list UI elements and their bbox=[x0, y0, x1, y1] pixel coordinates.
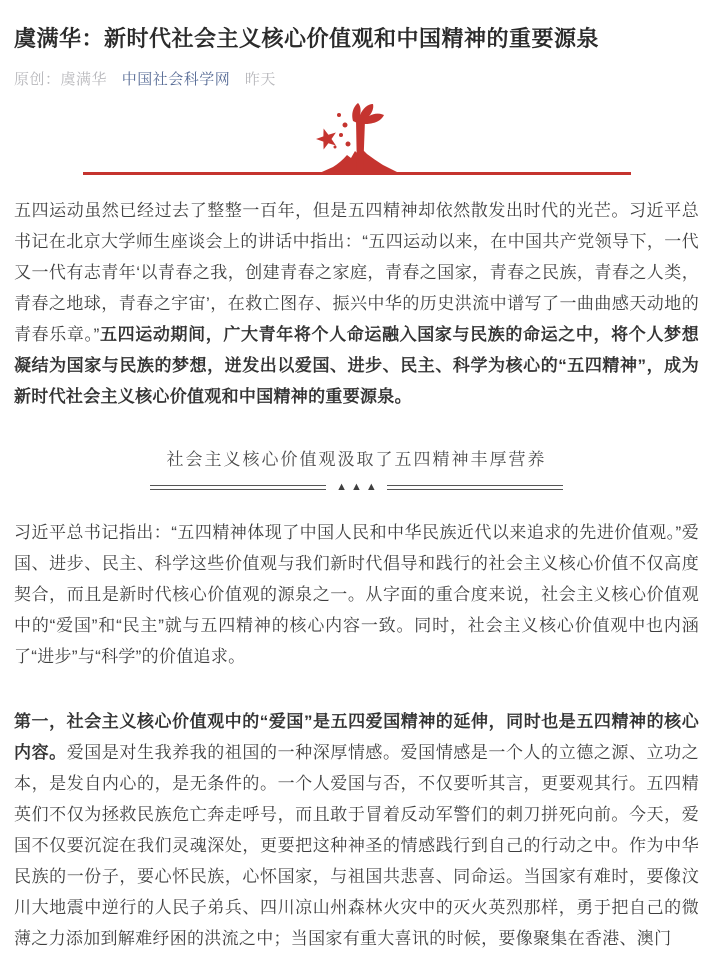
article-title: 虞满华：新时代社会主义核心价值观和中国精神的重要源泉 bbox=[14, 26, 600, 51]
paragraph-1-bold-text: 五四运动期间，广大青年将个人命运融入国家与民族的命运之中，将个人梦想凝结为国家与民族的梦想，迸发出以爱国、进步、民主、科学为核心的“五四精神”，成为新时代社会主义核心价值观和中国精神的重要源泉。 bbox=[14, 325, 699, 406]
paragraph-1 bbox=[14, 195, 699, 412]
byline-account-link[interactable]: 中国社会科学网 bbox=[121, 71, 231, 88]
article-page bbox=[0, 24, 713, 954]
paragraph-1-text: 五四运动虽然已经过去了整整一百年，但是五四精神却依然散发出时代的光芒。习近平总书记在北京大学师生座谈会上的讲话中指出：“五四运动以来，在中国共产党领导下，一代又一代有志青年‘以青春之我，创建青春之家庭，青春之国家，青春之民族，青春之人类，青春之地球，青春之宇宙’，在救亡图存、振兴中华的历史洪流中谱写了一曲曲感天动地的青春乐章。” bbox=[14, 201, 699, 344]
paragraph-3-bold-lead: 第一，社会主义核心价值观中的“爱国”是五四爱国精神的延伸，同时也是五四精神的核心内容。 bbox=[14, 712, 699, 762]
divider-line-left bbox=[150, 485, 326, 490]
article-body bbox=[14, 195, 699, 954]
section-divider bbox=[14, 482, 699, 493]
divider-triangles-icon: ▲▲▲ bbox=[336, 481, 381, 493]
paragraph-2: 习近平总书记指出：“五四精神体现了中国人民和中华民族近代以来追求的先进价值观。”爱国、进步、民主、科学这些价值观与我们新时代倡导和践行的社会主义核心价值不仅高度契合，而且是新时代核心价值观的源泉之一。从字面的重合度来说，社会主义核心价值观中的“爱国”和“民主”就与五四精神的核心内容一致。同时，社会主义核心价值观中也内涵了“进步”与“科学”的价值追求。 bbox=[14, 523, 699, 666]
byline-date: 昨天 bbox=[244, 71, 276, 88]
byline-original-author: 原创：虞满华 bbox=[14, 71, 108, 88]
paragraph-3-text: 爱国是对生我养我的祖国的一种深厚情感。爱国情感是一个人的立德之源、立功之本，是发自内心的，是无条件的。一个人爱国与否，不仅要听其言，更要观其行。五四精英们不仅为拯救民族危亡奔走呼号，而且敢于冒着反动军警们的刺刀拼死向前。今天，爱国不仅要沉淀在我们灵魂深处，更要把这种神圣的情感践行到自己的行动之中。作为中华民族的一份子，要心怀民族，心怀国家，与祖国共悲喜、同命运。当国家有难时，要像汶川大地震中逆行的人民子弟兵、四川凉山州森林火灾中的灭火英烈那样，勇于把自己的微薄之力添加到解难纾困的洪流之中；当国家有重大喜讯的时候，要像聚集在香港、澳门 bbox=[14, 743, 699, 948]
paragraph-3 bbox=[14, 706, 699, 954]
divider-line-right bbox=[387, 485, 563, 490]
monument-star-icon bbox=[77, 99, 637, 181]
byline bbox=[14, 68, 699, 89]
hero-graphic bbox=[14, 99, 699, 181]
section-heading: 社会主义核心价值观汲取了五四精神丰厚营养 bbox=[166, 450, 547, 469]
